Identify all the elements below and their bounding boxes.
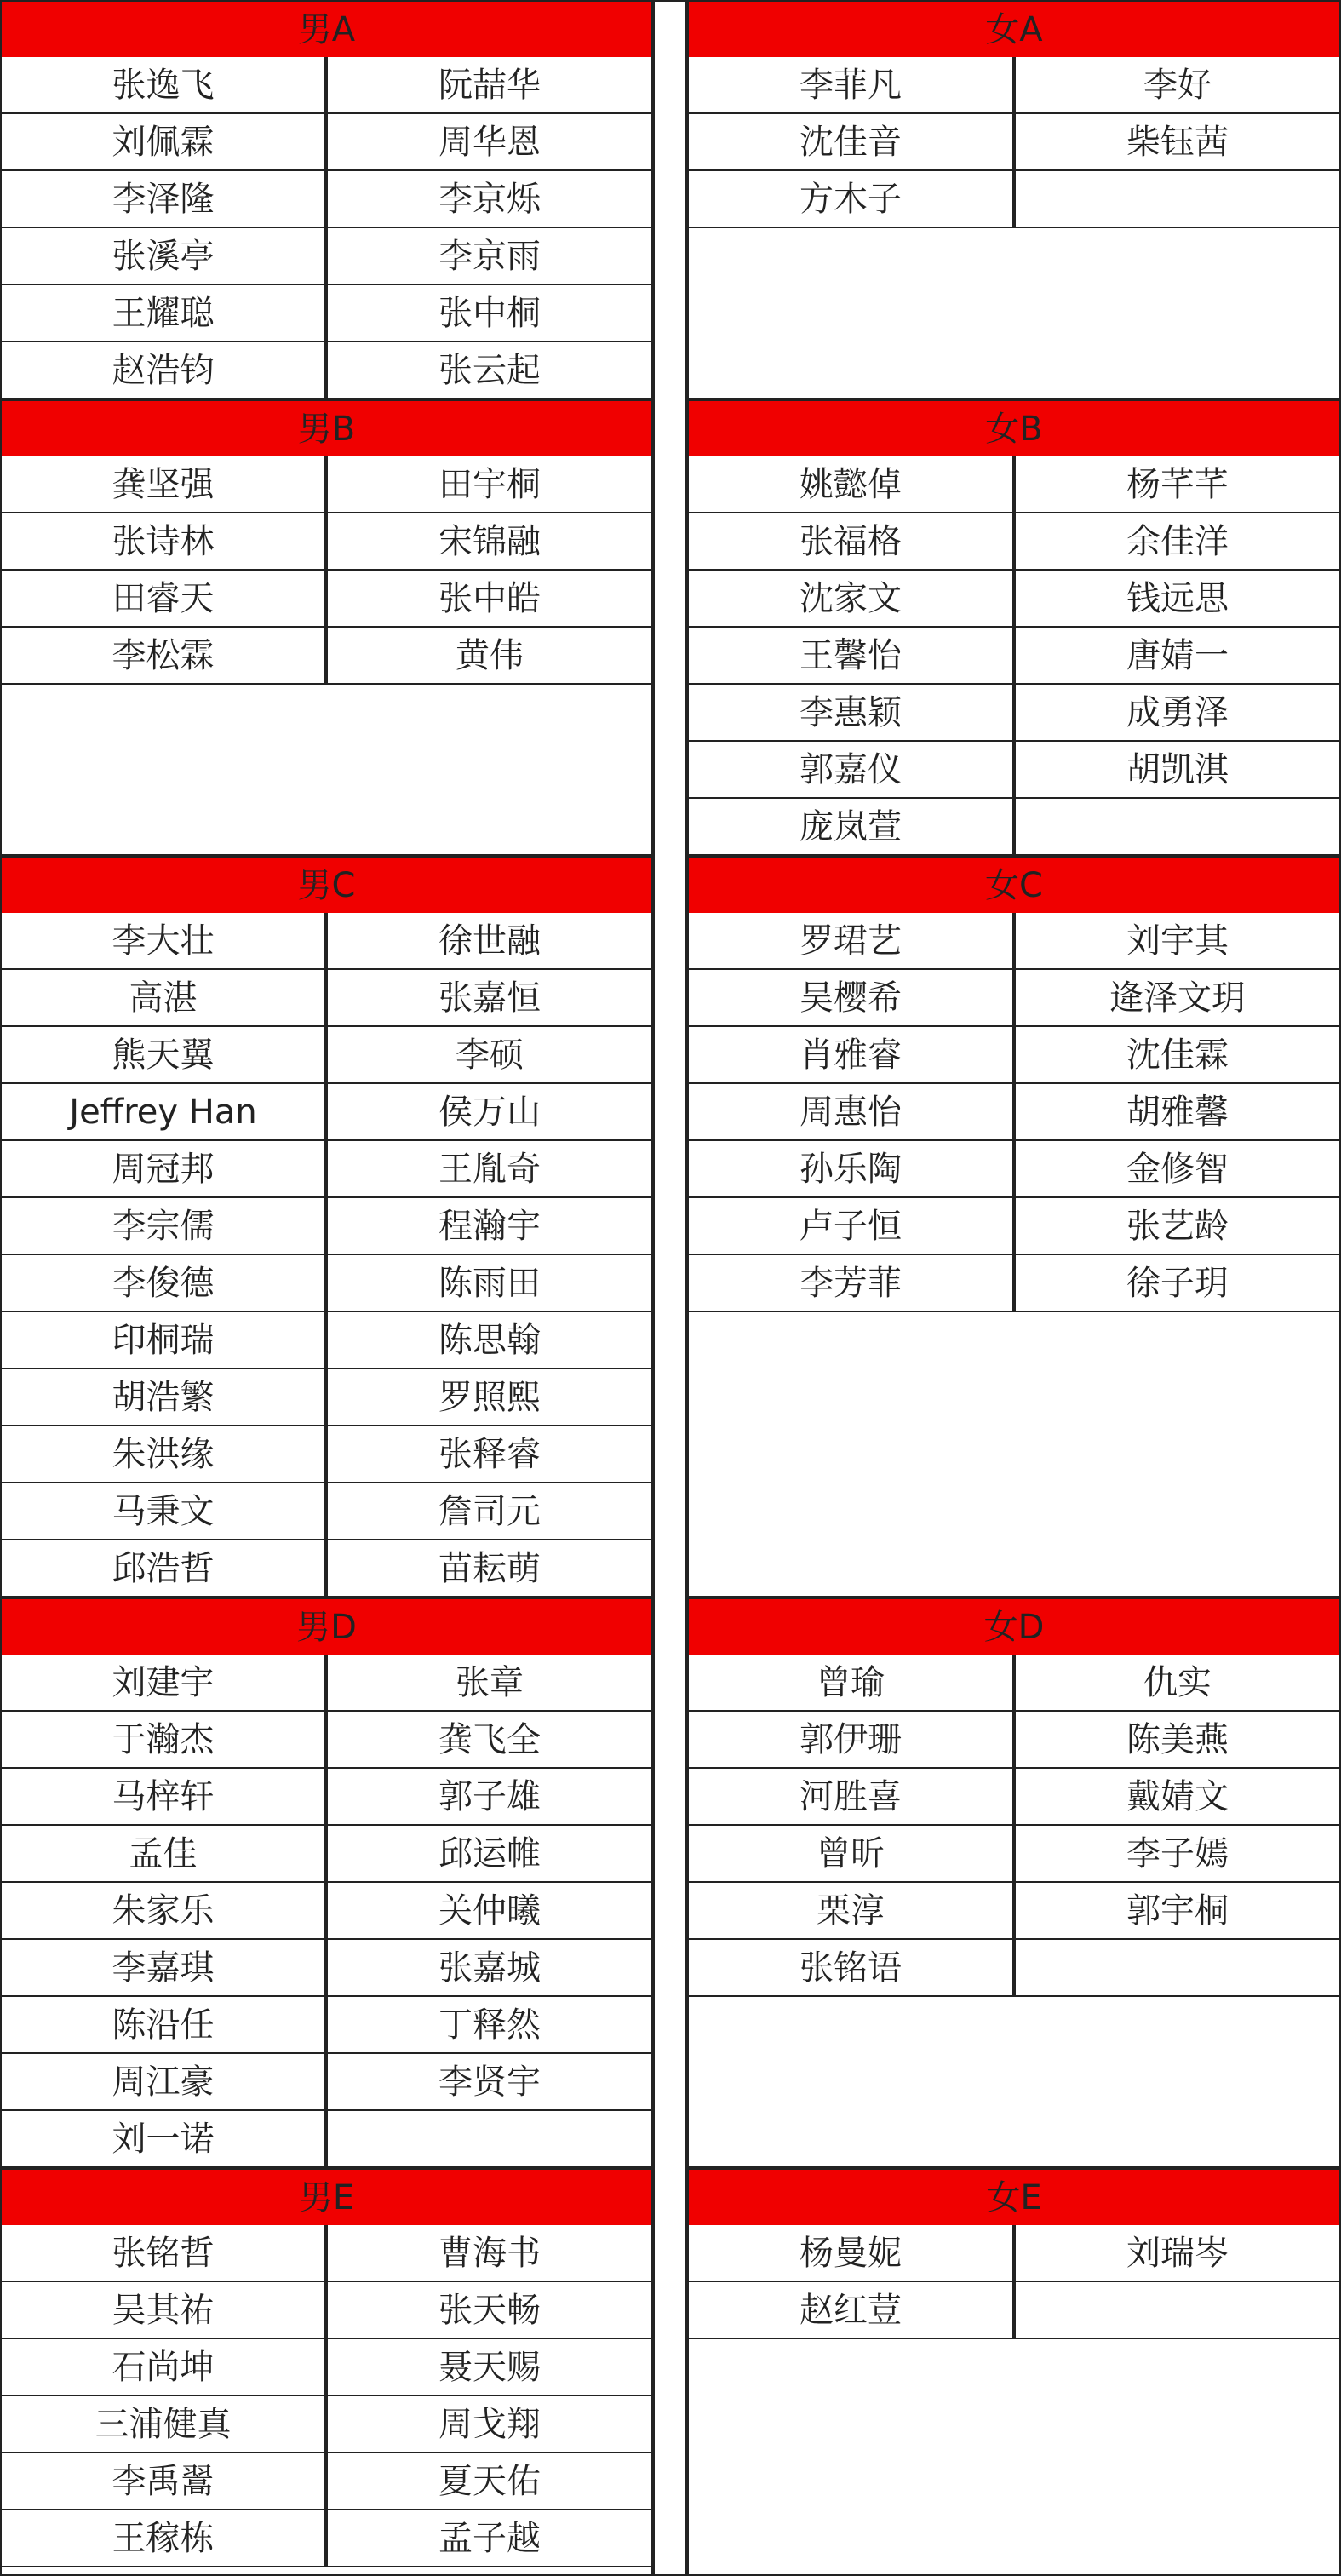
name-cell: 丁释然 (326, 1997, 653, 2054)
group-header: 男B (0, 399, 653, 456)
name-cell: 戴婧文 (1014, 1769, 1341, 1826)
group-female-e (687, 2168, 1341, 2576)
name-cell: 周惠怡 (687, 1084, 1014, 1141)
name-cell: 张嘉恒 (326, 970, 653, 1027)
name-cell: 李子嫣 (1014, 1826, 1341, 1883)
name-cell: 胡雅馨 (1014, 1084, 1341, 1141)
name-cell: 刘宇其 (1014, 913, 1341, 970)
name-cell: 李惠颖 (687, 685, 1014, 742)
name-cell: 三浦健真 (0, 2396, 326, 2453)
name-cell: 张逸飞 (0, 57, 326, 114)
name-cell: 曾昕 (687, 1826, 1014, 1883)
name-cell: 李嘉琪 (0, 1940, 326, 1997)
group-header: 男D (0, 1598, 653, 1655)
name-cell: 张中桐 (326, 285, 653, 342)
name-cell: 李菲凡 (687, 57, 1014, 114)
name-cell: 张诗林 (0, 513, 326, 571)
name-cell: 龚飞全 (326, 1712, 653, 1769)
name-cell: 田睿天 (0, 571, 326, 628)
name-cell: 李泽隆 (0, 171, 326, 228)
name-cell: 周华恩 (326, 114, 653, 171)
name-cell: 李宗儒 (0, 1198, 326, 1255)
column-gap-line (685, 0, 687, 2576)
name-cell: 石尚坤 (0, 2339, 326, 2396)
name-cell: 陈沿任 (0, 1997, 326, 2054)
name-cell: 郭子雄 (326, 1769, 653, 1826)
name-cell: 张嘉城 (326, 1940, 653, 1997)
name-cell: 邱浩哲 (0, 1540, 326, 1598)
name-cell: 陈雨田 (326, 1255, 653, 1312)
name-cell: 黄伟 (326, 628, 653, 685)
name-cell: 李好 (1014, 57, 1341, 114)
name-cell: 夏天佑 (326, 2453, 653, 2510)
name-cell: Jeffrey Han (0, 1084, 326, 1141)
name-cell: 李大壮 (0, 913, 326, 970)
name-cell: 张福格 (687, 513, 1014, 571)
name-cell: 郭嘉仪 (687, 742, 1014, 799)
name-cell: 成勇泽 (1014, 685, 1341, 742)
name-cell: 周戈翔 (326, 2396, 653, 2453)
name-cell: 陈美燕 (1014, 1712, 1341, 1769)
name-cell: 罗珺艺 (687, 913, 1014, 970)
name-cell: 刘佩霖 (0, 114, 326, 171)
name-cell: 龚坚强 (0, 456, 326, 513)
group-female-d (687, 1598, 1341, 2168)
name-cell: 聂天赐 (326, 2339, 653, 2396)
name-cell: 李芳菲 (687, 1255, 1014, 1312)
name-cell: 宋锦融 (326, 513, 653, 571)
group-header: 男C (0, 856, 653, 913)
name-cell: 苗耘萌 (326, 1540, 653, 1598)
group-female-a (687, 0, 1341, 399)
name-cell: 李贤宇 (326, 2054, 653, 2111)
group-male-c (0, 856, 653, 1598)
name-cell: 高湛 (0, 970, 326, 1027)
group-header: 女B (687, 399, 1341, 456)
name-cell: 卢子恒 (687, 1198, 1014, 1255)
name-cell: 周江豪 (0, 2054, 326, 2111)
empty-cell (1014, 2282, 1341, 2339)
name-cell: 吴樱希 (687, 970, 1014, 1027)
name-cell: 杨曼妮 (687, 2225, 1014, 2282)
group-header: 男E (0, 2168, 653, 2225)
name-cell: 马秉文 (0, 1483, 326, 1540)
group-header: 女A (687, 0, 1341, 57)
group-header: 男A (0, 0, 653, 57)
name-cell: 王胤奇 (326, 1141, 653, 1198)
name-cell: 王稼栋 (0, 2510, 326, 2567)
name-cell: 陈思翰 (326, 1312, 653, 1369)
name-cell: 赵浩钧 (0, 342, 326, 399)
name-cell: 程瀚宇 (326, 1198, 653, 1255)
name-cell: 马梓轩 (0, 1769, 326, 1826)
name-cell: 李松霖 (0, 628, 326, 685)
group-male-e (0, 2168, 653, 2576)
group-female-c (687, 856, 1341, 1598)
name-cell: 于瀚杰 (0, 1712, 326, 1769)
name-cell: 周冠邦 (0, 1141, 326, 1198)
name-cell: 张溪亭 (0, 228, 326, 285)
name-cell: 庞岚萱 (687, 799, 1014, 856)
name-cell: 孙乐陶 (687, 1141, 1014, 1198)
name-cell: 余佳洋 (1014, 513, 1341, 571)
name-cell: 金修智 (1014, 1141, 1341, 1198)
name-cell: 李京烁 (326, 171, 653, 228)
name-cell: 胡凯淇 (1014, 742, 1341, 799)
name-cell: 张中皓 (326, 571, 653, 628)
name-cell: 张天畅 (326, 2282, 653, 2339)
name-cell: 张章 (326, 1655, 653, 1712)
group-male-d (0, 1598, 653, 2168)
name-cell: 张艺龄 (1014, 1198, 1341, 1255)
empty-cell (1014, 1940, 1341, 1997)
name-cell: 吴其祐 (0, 2282, 326, 2339)
name-cell: 逄泽文玥 (1014, 970, 1341, 1027)
name-cell: 肖雅睿 (687, 1027, 1014, 1084)
empty-cell (1014, 799, 1341, 856)
name-cell: 栗淳 (687, 1883, 1014, 1940)
name-cell: 曾瑜 (687, 1655, 1014, 1712)
name-cell: 朱洪缘 (0, 1426, 326, 1483)
name-cell: 刘一诺 (0, 2111, 326, 2168)
name-cell: 刘建宇 (0, 1655, 326, 1712)
name-cell: 仇实 (1014, 1655, 1341, 1712)
name-cell: 李京雨 (326, 228, 653, 285)
name-cell: 郭宇桐 (1014, 1883, 1341, 1940)
name-cell: 朱家乐 (0, 1883, 326, 1940)
empty-cell (1014, 171, 1341, 228)
name-cell: 张铭语 (687, 1940, 1014, 1997)
name-cell: 曹海书 (326, 2225, 653, 2282)
name-cell: 阮喆华 (326, 57, 653, 114)
name-cell: 姚懿倬 (687, 456, 1014, 513)
name-cell: 沈佳霖 (1014, 1027, 1341, 1084)
name-cell: 关仲曦 (326, 1883, 653, 1940)
name-cell: 胡浩繁 (0, 1369, 326, 1426)
name-cell: 田宇桐 (326, 456, 653, 513)
empty-cell (326, 2111, 653, 2168)
name-cell: 罗照熙 (326, 1369, 653, 1426)
name-cell: 钱远思 (1014, 571, 1341, 628)
name-cell: 熊天翼 (0, 1027, 326, 1084)
name-cell: 柴钰茜 (1014, 114, 1341, 171)
name-cell: 刘瑞岑 (1014, 2225, 1341, 2282)
name-cell: 河胜喜 (687, 1769, 1014, 1826)
group-header: 女D (687, 1598, 1341, 1655)
name-cell: 李禹翯 (0, 2453, 326, 2510)
name-cell: 李硕 (326, 1027, 653, 1084)
name-cell: 张云起 (326, 342, 653, 399)
group-header: 女C (687, 856, 1341, 913)
name-cell: 唐婧一 (1014, 628, 1341, 685)
name-cell: 邱运帷 (326, 1826, 653, 1883)
name-cell: 王耀聪 (0, 285, 326, 342)
name-cell: 张铭哲 (0, 2225, 326, 2282)
name-cell: 李俊德 (0, 1255, 326, 1312)
name-cell: 詹司元 (326, 1483, 653, 1540)
group-header: 女E (687, 2168, 1341, 2225)
name-cell: 杨芊芊 (1014, 456, 1341, 513)
name-cell: 侯万山 (326, 1084, 653, 1141)
name-cell: 张释睿 (326, 1426, 653, 1483)
group-male-b (0, 399, 653, 856)
name-cell: 沈家文 (687, 571, 1014, 628)
name-cell: 赵红荳 (687, 2282, 1014, 2339)
name-cell: 郭伊珊 (687, 1712, 1014, 1769)
group-male-a (0, 0, 653, 399)
name-cell: 方木子 (687, 171, 1014, 228)
name-cell: 孟子越 (326, 2510, 653, 2567)
name-cell: 印桐瑞 (0, 1312, 326, 1369)
name-cell: 王馨怡 (687, 628, 1014, 685)
column-gap-line (653, 0, 655, 2576)
name-cell: 孟佳 (0, 1826, 326, 1883)
name-cell: 徐世融 (326, 913, 653, 970)
group-female-b (687, 399, 1341, 856)
name-cell: 徐子玥 (1014, 1255, 1341, 1312)
name-cell: 沈佳音 (687, 114, 1014, 171)
